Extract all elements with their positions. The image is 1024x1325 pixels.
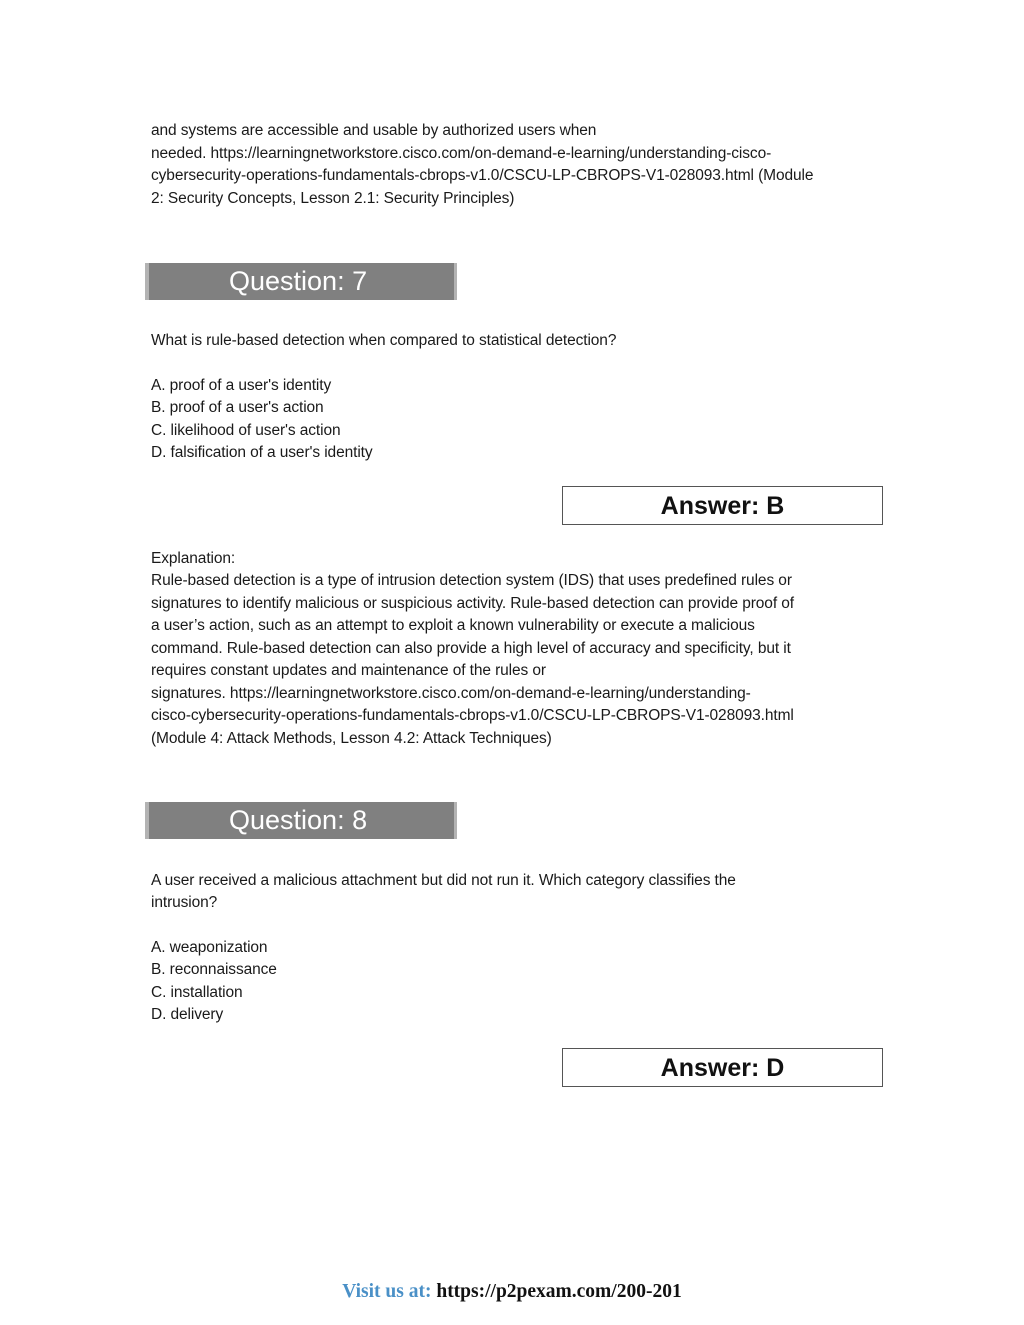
explanation-line: signatures. https://learningnetworkstore.cisco.com/on-demand-e-learning/understanding- (151, 685, 751, 702)
question-7-answer: Answer: B (562, 486, 883, 525)
explanation-line: a user’s action, such as an attempt to exploit a known vulnerability or execute a malicious (151, 617, 755, 634)
footer-url-link[interactable]: https://p2pexam.com/200-201 (436, 1281, 682, 1302)
option-d: D. delivery (151, 1006, 224, 1023)
option-b: B. reconnaissance (151, 961, 277, 978)
option-b: B. proof of a user's action (151, 399, 324, 416)
intro-line: cybersecurity-operations-fundamentals-cbrops-v1.0/CSCU-LP-CBROPS-V1-028093.html (Module (151, 167, 814, 184)
option-a: A. proof of a user's identity (151, 377, 332, 394)
explanation-line: (Module 4: Attack Methods, Lesson 4.2: Attack Techniques) (151, 730, 552, 747)
question-8-header (145, 802, 457, 839)
intro-line: and systems are accessible and usable by authorized users when (151, 122, 597, 139)
explanation-line: cisco-cybersecurity-operations-fundamentals-cbrops-v1.0/CSCU-LP-CBROPS-V1-028093.html (151, 707, 794, 724)
option-a: A. weaponization (151, 939, 268, 956)
intro-line: 2: Security Concepts, Lesson 2.1: Security Principles) (151, 190, 515, 207)
footer (0, 1281, 1024, 1303)
explanation-line: requires constant updates and maintenance of the rules or (151, 662, 546, 679)
question-8-text-line: intrusion? (151, 894, 218, 911)
question-8-title: Question: 8 (229, 805, 368, 835)
footer-visit-label: Visit us at: (342, 1281, 432, 1302)
explanation-line: command. Rule-based detection can also provide a high level of accuracy and specificity, but it (151, 640, 791, 657)
explanation-line: Rule-based detection is a type of intrusion detection system (IDS) that uses predefined rules or (151, 572, 792, 589)
question-8-answer: Answer: D (562, 1048, 883, 1087)
question-7-title: Question: 7 (229, 266, 368, 296)
explanation-label: Explanation: (151, 550, 236, 567)
question-7-text: What is rule-based detection when compared to statistical detection? (151, 332, 617, 349)
option-c: C. likelihood of user's action (151, 422, 341, 439)
question-8-text-line: A user received a malicious attachment but did not run it. Which category classifies the (151, 872, 736, 889)
explanation-line: signatures to identify malicious or suspicious activity. Rule-based detection can provide proof of (151, 595, 794, 612)
question-7-header (145, 263, 457, 300)
intro-line: needed. https://learningnetworkstore.cisco.com/on-demand-e-learning/understanding-cisco- (151, 145, 772, 162)
option-c: C. installation (151, 984, 243, 1001)
option-d: D. falsification of a user's identity (151, 444, 373, 461)
